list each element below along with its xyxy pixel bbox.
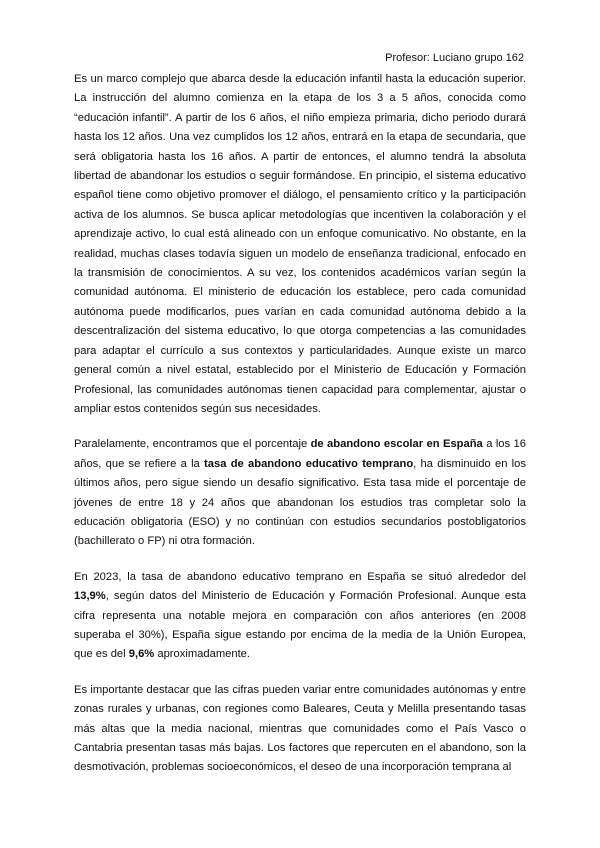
paragraph [74,70,526,419]
text-segment: Es importante destacar que las cifras pueden variar entre comunidades autónomas y entre zonas rurales y urbanas, con regiones como Baleares, Ceuta y Melilla presentando tasas más altas que la media nacional, mientras que comunidades como el País Vasco o Cantabria presentan tasas más bajas. Los factores que repercuten en el abandono, son la desmotivación, problemas socioeconómicos, el deseo de una incorporación temprana al [74,683,526,774]
bold-text-segment: tasa de abandono educativo temprano [204,457,414,470]
paragraph [74,435,526,551]
bold-text-segment: de abandono escolar en España [310,438,483,451]
text-segment: , ha disminuido en los últimos años, pero sigue siendo un desafío significativo. Esta tasa mide el porcentaje de jóvenes de entre 18 y 24 años que abandonan los estudios tras completar solo la educación obligatoria (ESO) y no continúan con estudios secundarios postobligatorios (bachillerato o FP) ni otra formación. [74,457,526,548]
paragraph [74,681,526,778]
text-segment: aproximadamente. [154,648,251,661]
text-segment: Paralelamente, encontramos que el porcentaje [74,438,311,451]
bold-text-segment: 13,9% [74,590,106,603]
text-segment: Es un marco complejo que abarca desde la educación infantil hasta la educación superior. La instrucción del alumno comienza en la etapa de los 3 a 5 años, conocida como “educación infantil”. A partir de los 6 años, el niño empieza primaria, dicho periodo durará hasta los 12 años. Una vez cumplidos los 12 años, entrará en la etapa de secundaria, que será obligatoria hasta los 16 años. A partir de entonces, el alumno tendrá la absoluta libertad de abandonar los estudios o seguir formándose. En principio, el sistema educativo español tiene como objetivo promover el diálogo, el pensamiento crítico y la participación activa de los alumnos. Se busca aplicar metodologías que incentiven la colaboración y el aprendizaje activo, lo cual está alineado con un enfoque comunicativo. No obstante, en la realidad, muchas clases todavía siguen un modelo de enseñanza tradicional, enfocado en la transmisión de conocimientos. A su vez, los contenidos académicos varían según la comunidad autónoma. El ministerio de educación los establece, pero cada comunidad autónoma puede modificarlos, pues varían en cada comunidad autónoma debido a la descentralización del sistema educativo, lo que otorga competencias a las comunidades para adaptar el currículo a sus contextos y particularidades. Aunque existe un marco general común a nivel estatal, establecido por el Ministerio de Educación y Formación Profesional, las comunidades autónomas tienen capacidad para complementar, ajustar o ampliar estos contenidos según sus necesidades. [74,73,526,415]
text-segment: En 2023, la tasa de abandono educativo temprano en España se situó alrededor del [74,570,526,583]
paragraph [74,568,526,665]
bold-text-segment: 9,6% [128,648,155,661]
text-segment: , según datos del Ministerio de Educación y Formación Profesional. Aunque esta cifra representa una notable mejora en comparación con años anteriores (en 2008 superaba el 30%), España sigue estando por encima de la media de la Unión Europea, que es del [74,590,526,661]
author-header: Profesor: Luciano grupo 162 [385,52,524,64]
text-segment: a los 16 años, que se refiere a la [74,438,526,470]
document-body [74,70,526,794]
